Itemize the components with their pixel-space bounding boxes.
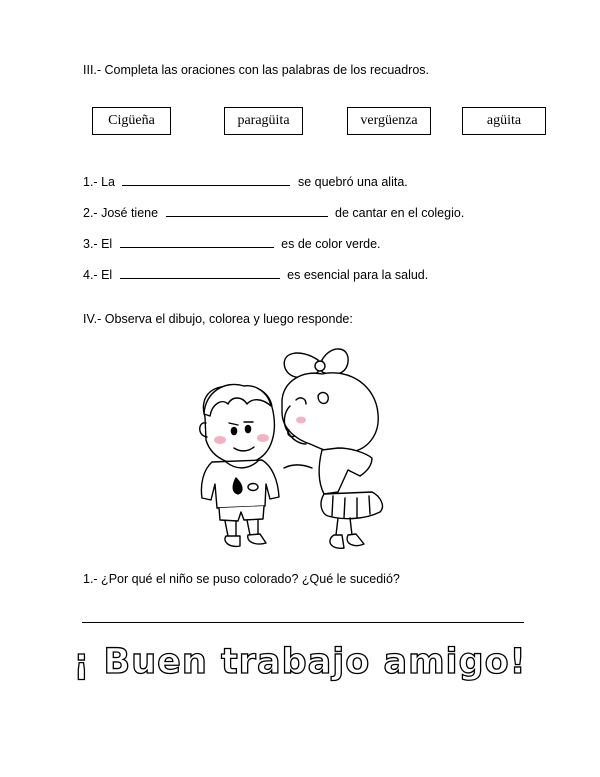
sentence-number: 3.-	[83, 237, 98, 251]
boy-mouth	[234, 447, 254, 451]
answer-blank[interactable]	[166, 204, 328, 217]
girl-shoe-right	[347, 534, 364, 546]
sentence-before: La	[101, 175, 115, 189]
girl-skirt	[321, 492, 382, 519]
girl-shoe-left	[330, 535, 344, 548]
sentence-after: es de color verde.	[281, 237, 381, 251]
girl-dress-top	[319, 448, 372, 494]
girl-bow-right	[322, 349, 348, 374]
boy-shoe-right	[248, 534, 266, 544]
boy-cheek-right	[257, 434, 269, 442]
word-box-verguenza: vergüenza	[347, 107, 431, 135]
girl-cheek	[296, 417, 306, 424]
sentence-before: El	[101, 268, 113, 282]
word-box-ciguena: Cigüeña	[92, 107, 171, 135]
sentence-number: 1.-	[83, 175, 98, 189]
answer-line[interactable]	[82, 622, 524, 623]
sentence-after: se quebró una alita.	[297, 175, 408, 189]
kids-kiss-illustration	[190, 345, 390, 560]
answer-blank[interactable]	[120, 235, 274, 248]
girl-bow-knot	[315, 361, 325, 371]
question-1: 1.- ¿Por qué el niño se puso colorado? ¿Qué le sucedió?	[83, 572, 400, 586]
sentence-2	[83, 204, 464, 220]
word-box-paraguita: paragüita	[224, 107, 303, 135]
boy-shorts	[219, 506, 264, 521]
section-3-title: III.- Completa las oraciones con las palabras de los recuadros.	[83, 63, 430, 77]
sentence-before: José tiene	[101, 206, 159, 220]
answer-blank[interactable]	[120, 266, 280, 279]
word-box-aguita: agüita	[462, 107, 546, 135]
sentence-1	[83, 173, 408, 189]
boy-brow-left	[229, 423, 238, 425]
sentence-number: 2.-	[83, 206, 98, 220]
sentence-number: 4.-	[83, 268, 98, 282]
sentence-4	[83, 266, 428, 282]
boy-eye-right	[245, 425, 250, 432]
girl-arm	[284, 465, 312, 468]
sentence-before: El	[101, 237, 113, 251]
boy-legs	[225, 520, 258, 536]
encouragement-title: ¡ Buen trabajo amigo!	[73, 642, 527, 682]
boy-eye-left	[231, 427, 236, 434]
sentence-after: es esencial para la salud.	[287, 268, 429, 282]
sentence-after: de cantar en el colegio.	[335, 206, 465, 220]
girl-legs	[336, 518, 352, 535]
boy-shoe-left	[225, 536, 240, 546]
section-4-title: IV.- Observa el dibujo, colorea y luego responde:	[83, 312, 353, 326]
boy-cheek-left	[214, 436, 226, 444]
answer-blank[interactable]	[122, 173, 290, 186]
sentence-3	[83, 235, 381, 251]
